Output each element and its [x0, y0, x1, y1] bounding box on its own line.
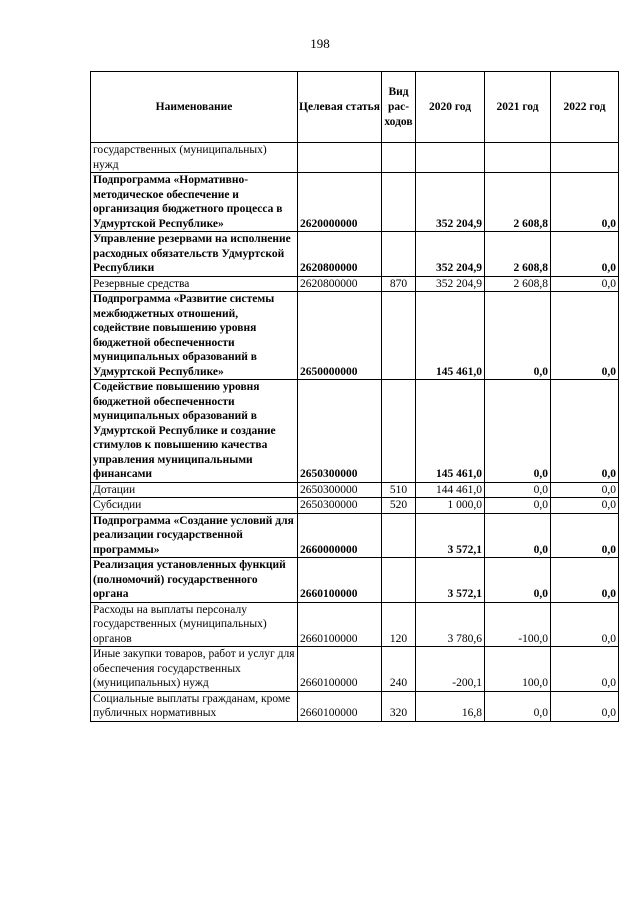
cell-name: Подпрограмма «Развитие системы межбюджетных отношений, содействие повышению уровня бюджетной обеспеченности муниципальных образований в Удмуртской Республике» [91, 292, 298, 380]
cell-2021: 0,0 [485, 380, 551, 483]
column-header-2021: 2021 год [485, 72, 551, 143]
cell-name: Дотации [91, 482, 298, 498]
column-header-type: Вид рас-ходов [382, 72, 416, 143]
cell-2021: -100,0 [485, 602, 551, 647]
cell-2022: 0,0 [551, 173, 619, 232]
budget-table [90, 71, 619, 722]
cell-code: 2660100000 [298, 558, 382, 603]
cell-2020: 145 461,0 [416, 292, 485, 380]
cell-2022: 0,0 [551, 482, 619, 498]
column-header-2022: 2022 год [551, 72, 619, 143]
cell-2021: 0,0 [485, 498, 551, 514]
cell-2021: 0,0 [485, 482, 551, 498]
cell-code: 2650300000 [298, 498, 382, 514]
cell-type: 120 [382, 602, 416, 647]
cell-code: 2660100000 [298, 691, 382, 721]
cell-2022: 0,0 [551, 232, 619, 277]
cell-name: Управление резервами на исполнение расходных обязательств Удмуртской Республики [91, 232, 298, 277]
table-row [91, 513, 619, 558]
cell-2021: 0,0 [485, 691, 551, 721]
column-header-code: Целевая статья [298, 72, 382, 143]
table-row [91, 691, 619, 721]
cell-2020: 145 461,0 [416, 380, 485, 483]
cell-2022: 0,0 [551, 558, 619, 603]
table-header-row [91, 72, 619, 143]
cell-type [382, 232, 416, 277]
cell-2022: 0,0 [551, 513, 619, 558]
cell-type [382, 558, 416, 603]
table-row [91, 558, 619, 603]
cell-name: Субсидии [91, 498, 298, 514]
cell-2020 [416, 143, 485, 173]
cell-type: 320 [382, 691, 416, 721]
cell-name: Социальные выплаты гражданам, кроме публичных нормативных [91, 691, 298, 721]
cell-type [382, 143, 416, 173]
cell-2020: 144 461,0 [416, 482, 485, 498]
cell-name: Подпрограмма «Нормативно-методическое обеспечение и организация бюджетного процесса в Удмуртской Республике» [91, 173, 298, 232]
cell-2022: 0,0 [551, 498, 619, 514]
cell-name: Подпрограмма «Создание условий для реализации государственной программы» [91, 513, 298, 558]
cell-name: Иные закупки товаров, работ и услуг для обеспечения государственных (муниципальных) нужд [91, 647, 298, 692]
cell-2020: 352 204,9 [416, 276, 485, 292]
cell-name: Содействие повышению уровня бюджетной обеспеченности муниципальных образований в Удмуртской Республике и создание стимулов к повышению качества управления муниципальными финансами [91, 380, 298, 483]
table-row [91, 647, 619, 692]
column-header-name: Наименование [91, 72, 298, 143]
cell-code: 2650300000 [298, 380, 382, 483]
cell-2021 [485, 143, 551, 173]
cell-2020: 3 780,6 [416, 602, 485, 647]
cell-name: Реализация установленных функций (полномочий) государственного органа [91, 558, 298, 603]
cell-name: Расходы на выплаты персоналу государственных (муниципальных) органов [91, 602, 298, 647]
cell-type: 240 [382, 647, 416, 692]
cell-code: 2650000000 [298, 292, 382, 380]
cell-2020: 352 204,9 [416, 232, 485, 277]
table-row [91, 232, 619, 277]
cell-type [382, 513, 416, 558]
cell-2021: 2 608,8 [485, 276, 551, 292]
cell-2021: 0,0 [485, 292, 551, 380]
cell-code [298, 143, 382, 173]
cell-2022: 0,0 [551, 276, 619, 292]
cell-2020: 352 204,9 [416, 173, 485, 232]
table-row [91, 143, 619, 173]
cell-code: 2660000000 [298, 513, 382, 558]
table-body [91, 143, 619, 722]
cell-name: Резервные средства [91, 276, 298, 292]
cell-code: 2620800000 [298, 276, 382, 292]
cell-2021: 2 608,8 [485, 173, 551, 232]
cell-code: 2650300000 [298, 482, 382, 498]
cell-code: 2660100000 [298, 647, 382, 692]
cell-2021: 2 608,8 [485, 232, 551, 277]
cell-2022: 0,0 [551, 647, 619, 692]
cell-type: 510 [382, 482, 416, 498]
table-row [91, 482, 619, 498]
cell-code: 2660100000 [298, 602, 382, 647]
cell-code: 2620000000 [298, 173, 382, 232]
cell-2020: 3 572,1 [416, 558, 485, 603]
cell-2021: 100,0 [485, 647, 551, 692]
cell-name: государственных (муниципальных) нужд [91, 143, 298, 173]
column-header-2020: 2020 год [416, 72, 485, 143]
cell-type [382, 380, 416, 483]
cell-2022: 0,0 [551, 602, 619, 647]
cell-2020: -200,1 [416, 647, 485, 692]
cell-2022: 0,0 [551, 380, 619, 483]
cell-type: 520 [382, 498, 416, 514]
table-row [91, 173, 619, 232]
cell-2022 [551, 143, 619, 173]
cell-2022: 0,0 [551, 292, 619, 380]
table-row [91, 276, 619, 292]
cell-type: 870 [382, 276, 416, 292]
table-row [91, 292, 619, 380]
cell-code: 2620800000 [298, 232, 382, 277]
cell-2020: 1 000,0 [416, 498, 485, 514]
table-row [91, 498, 619, 514]
table-row [91, 602, 619, 647]
cell-2020: 3 572,1 [416, 513, 485, 558]
cell-2021: 0,0 [485, 513, 551, 558]
cell-type [382, 292, 416, 380]
cell-2020: 16,8 [416, 691, 485, 721]
table-row [91, 380, 619, 483]
cell-2021: 0,0 [485, 558, 551, 603]
cell-2022: 0,0 [551, 691, 619, 721]
page-number: 198 [310, 36, 330, 51]
cell-type [382, 173, 416, 232]
